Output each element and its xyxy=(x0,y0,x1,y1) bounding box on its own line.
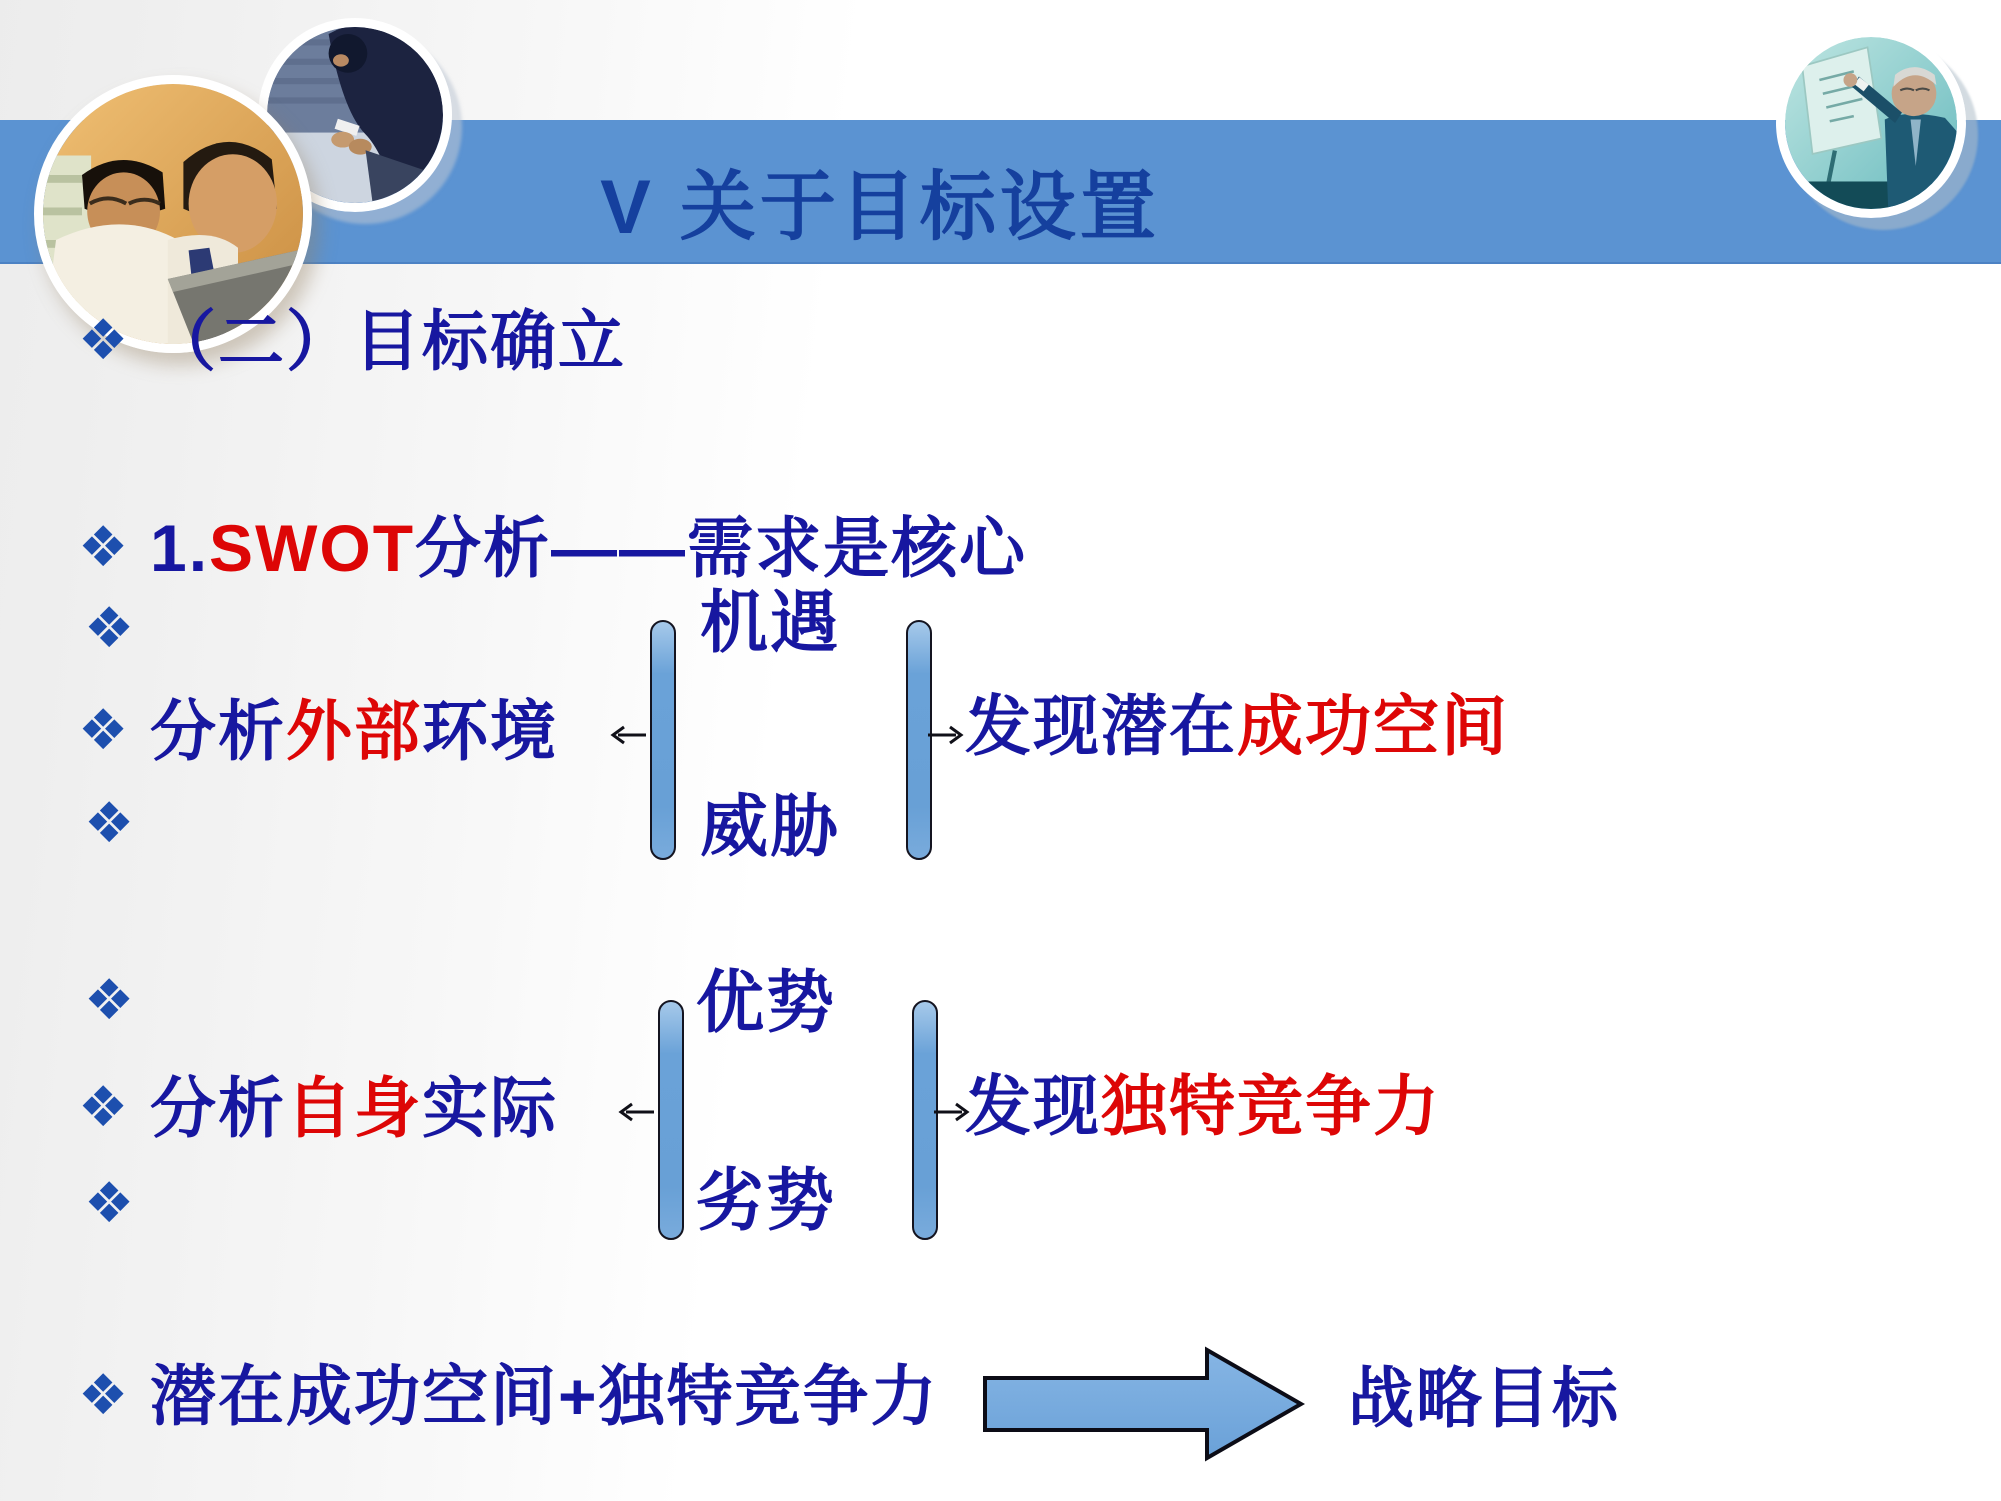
left-pointer-icon xyxy=(616,1099,654,1125)
analyze-self-line xyxy=(150,1072,558,1145)
analyze-external-line xyxy=(150,695,558,768)
external-result-line xyxy=(965,690,1509,763)
strength-label: 优势 xyxy=(696,965,837,1041)
slide-title: V 关于目标设置 xyxy=(600,165,1160,250)
strategic-goal-label: 战略目标 xyxy=(1348,1361,1620,1435)
bullet-icon: ❖ xyxy=(78,308,129,371)
presenter-photo xyxy=(1776,28,1966,218)
right-block-arrow-icon xyxy=(983,1346,1305,1462)
swot-number: 1. xyxy=(150,511,210,585)
analyze-self-pre: 分析 xyxy=(150,1071,286,1145)
analyze-external-pre: 分析 xyxy=(150,694,286,768)
bullet-icon: ❖ xyxy=(78,1363,129,1426)
external-result-pre: 发现潜在 xyxy=(965,689,1237,763)
opportunity-label: 机遇 xyxy=(700,585,841,661)
swot-rest: 分析——需求是核心 xyxy=(415,511,1028,585)
analyze-self-highlight: 自身 xyxy=(286,1071,422,1145)
brace-bar-left xyxy=(650,620,676,860)
analyze-external-highlight: 外部 xyxy=(286,694,422,768)
bullet-icon: ❖ xyxy=(78,1075,129,1138)
heading-text: （二）目标确立 xyxy=(150,304,626,378)
bullet-icon: ❖ xyxy=(78,515,129,578)
bullet-icon: ❖ xyxy=(84,791,135,854)
presenter-photo-illustration xyxy=(1785,37,1957,209)
analyze-external-post: 环境 xyxy=(422,694,558,768)
conclusion-line: 潜在成功空间+独特竞争力 xyxy=(150,1359,939,1433)
swot-line xyxy=(150,512,1027,585)
self-result-line xyxy=(965,1070,1441,1143)
heading-goal-establishment xyxy=(150,305,626,378)
brace-bar-left xyxy=(658,1000,684,1240)
external-result-highlight: 成功空间 xyxy=(1237,689,1509,763)
weakness-label: 劣势 xyxy=(696,1163,837,1239)
self-result-highlight: 独特竞争力 xyxy=(1101,1069,1441,1143)
right-pointer-icon xyxy=(928,722,966,748)
bullet-icon: ❖ xyxy=(78,698,129,761)
swot-word: SWOT xyxy=(209,511,416,585)
analyze-self-post: 实际 xyxy=(422,1071,558,1145)
bullet-icon: ❖ xyxy=(84,968,135,1031)
self-result-pre: 发现 xyxy=(965,1069,1101,1143)
bullet-icon: ❖ xyxy=(84,596,135,659)
left-pointer-icon xyxy=(608,722,646,748)
threat-label: 威胁 xyxy=(700,789,841,865)
bullet-icon: ❖ xyxy=(84,1171,135,1234)
